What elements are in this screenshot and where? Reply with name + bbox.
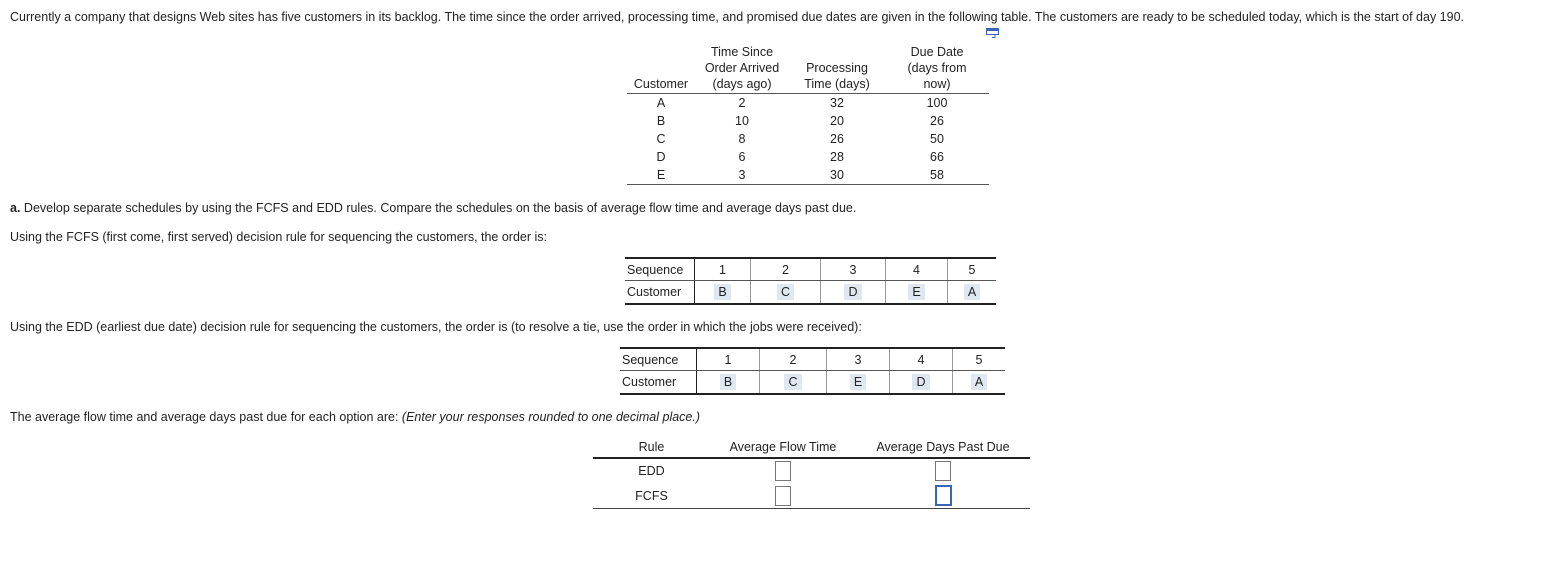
cell-processing: 26 [830,132,844,146]
edd-customer-answer[interactable] [760,371,827,395]
rule-label: EDD [638,464,665,478]
table-row [627,130,989,148]
fcfs-customer-value[interactable]: E [908,284,924,300]
header-due-line3: now) [923,77,951,91]
fcfs-position: 5 [948,258,997,281]
edd-position: 4 [890,348,953,371]
edd-position: 5 [953,348,1006,371]
table-row [627,94,989,113]
fcfs-flow-time-cell [710,483,856,509]
edd-customer-label: Customer [620,371,697,395]
cell-time-since: 2 [738,96,746,110]
header-time-since-line2: Order Arrived [704,61,780,75]
edd-average-days-past-due-input[interactable] [935,461,951,481]
cell-processing: 30 [789,166,885,185]
edd-customer-value[interactable]: E [850,374,866,390]
fcfs-customer-answer[interactable] [886,281,948,305]
question-a [10,201,856,215]
edd-customer-answer[interactable] [890,371,953,395]
fcfs-sequence-label: Sequence [625,258,695,281]
edd-customer-answer[interactable] [697,371,760,395]
average-instruction [10,410,700,424]
edd-flow-time-cell [710,458,856,483]
cell-customer: C [656,132,666,146]
header-average-flow-time: Average Flow Time [710,437,856,458]
table-row [593,458,1030,483]
header-rule: Rule [593,437,710,458]
fcfs-customer-label: Customer [625,281,695,305]
rule-label: FCFS [593,483,710,509]
edd-position: 3 [827,348,890,371]
copy-data-icon[interactable] [986,28,999,38]
problem-intro: Currently a company that designs Web sites has five customers in its backlog. The time since the order arrived, processing time, and promised due dates are given in the following table. The customers are ready to be scheduled today, which is the start of day 190. [10,10,1464,24]
edd-average-flow-time-input[interactable] [775,461,791,481]
header-due-line2: (days from [907,61,967,75]
cell-time-since: 10 [735,114,749,128]
table-row [627,166,989,185]
table-row [627,112,989,130]
header-processing [789,44,885,94]
cell-customer: B [656,114,666,128]
header-due-date [885,44,989,94]
cell-time-since: 3 [695,166,789,185]
cell-customer: D [656,150,666,164]
header-time-since-line3: (days ago) [712,77,772,91]
edd-customer-answer[interactable] [827,371,890,395]
cell-processing: 28 [830,150,844,164]
header-time-since-line1: Time Since [710,45,774,59]
fcfs-customer-value[interactable]: B [714,284,730,300]
cell-due: 58 [885,166,989,185]
fcfs-past-due-cell [856,483,1030,509]
fcfs-instruction: Using the FCFS (first come, first served) decision rule for sequencing the customers, the order is: [10,230,548,244]
fcfs-sequence-table [625,257,996,305]
fcfs-customer-value[interactable]: C [777,284,794,300]
edd-sequence-label: Sequence [620,348,697,371]
fcfs-customer-answer[interactable] [948,281,997,305]
header-average-days-past-due: Average Days Past Due [856,437,1030,458]
fcfs-customer-value[interactable]: A [964,284,980,300]
cell-due: 66 [930,150,944,164]
header-customer: Customer [627,44,695,94]
edd-customer-value[interactable]: D [912,374,929,390]
cell-customer: A [656,96,666,110]
fcfs-customer-answer[interactable] [751,281,821,305]
fcfs-customer-answer[interactable] [821,281,886,305]
header-time-since [695,44,789,94]
results-table [593,437,1030,509]
edd-instruction: Using the EDD (earliest due date) decision rule for sequencing the customers, the order is (to resolve a tie, use the order in which the jobs were received): [10,320,862,334]
header-processing-line2: Time (days) [804,77,870,91]
fcfs-average-flow-time-input[interactable] [775,486,791,506]
cell-due: 100 [926,96,948,110]
customer-data-table [627,44,989,185]
header-processing-line1: Processing [806,61,868,75]
table-row [593,483,1030,509]
rounding-note: (Enter your responses rounded to one decimal place.) [401,410,701,424]
edd-sequence-table [620,347,1005,395]
average-instruction-text: The average flow time and average days past due for each option are: [10,410,399,424]
header-due-line1: Due Date [910,45,964,59]
cell-customer: E [627,166,695,185]
question-a-text: Develop separate schedules by using the FCFS and EDD rules. Compare the schedules on the basis of average flow time and average days past due. [23,201,857,215]
cell-time-since: 8 [738,132,746,146]
fcfs-customer-value[interactable]: D [844,284,861,300]
fcfs-position: 1 [695,258,751,281]
question-a-label: a. [10,201,21,215]
edd-customer-value[interactable]: B [720,374,736,390]
edd-customer-answer[interactable] [953,371,1006,395]
fcfs-position: 2 [751,258,821,281]
edd-position: 1 [697,348,760,371]
table-row [627,148,989,166]
cell-processing: 32 [830,96,844,110]
fcfs-position: 4 [886,258,948,281]
edd-position: 2 [760,348,827,371]
cell-due: 26 [930,114,944,128]
cell-processing: 20 [830,114,844,128]
cell-time-since: 6 [738,150,746,164]
edd-past-due-cell [856,458,1030,483]
edd-customer-value[interactable]: C [784,374,801,390]
fcfs-average-days-past-due-input[interactable] [935,485,952,506]
fcfs-position: 3 [821,258,886,281]
cell-due: 50 [930,132,944,146]
fcfs-customer-answer[interactable] [695,281,751,305]
edd-customer-value[interactable]: A [971,374,987,390]
